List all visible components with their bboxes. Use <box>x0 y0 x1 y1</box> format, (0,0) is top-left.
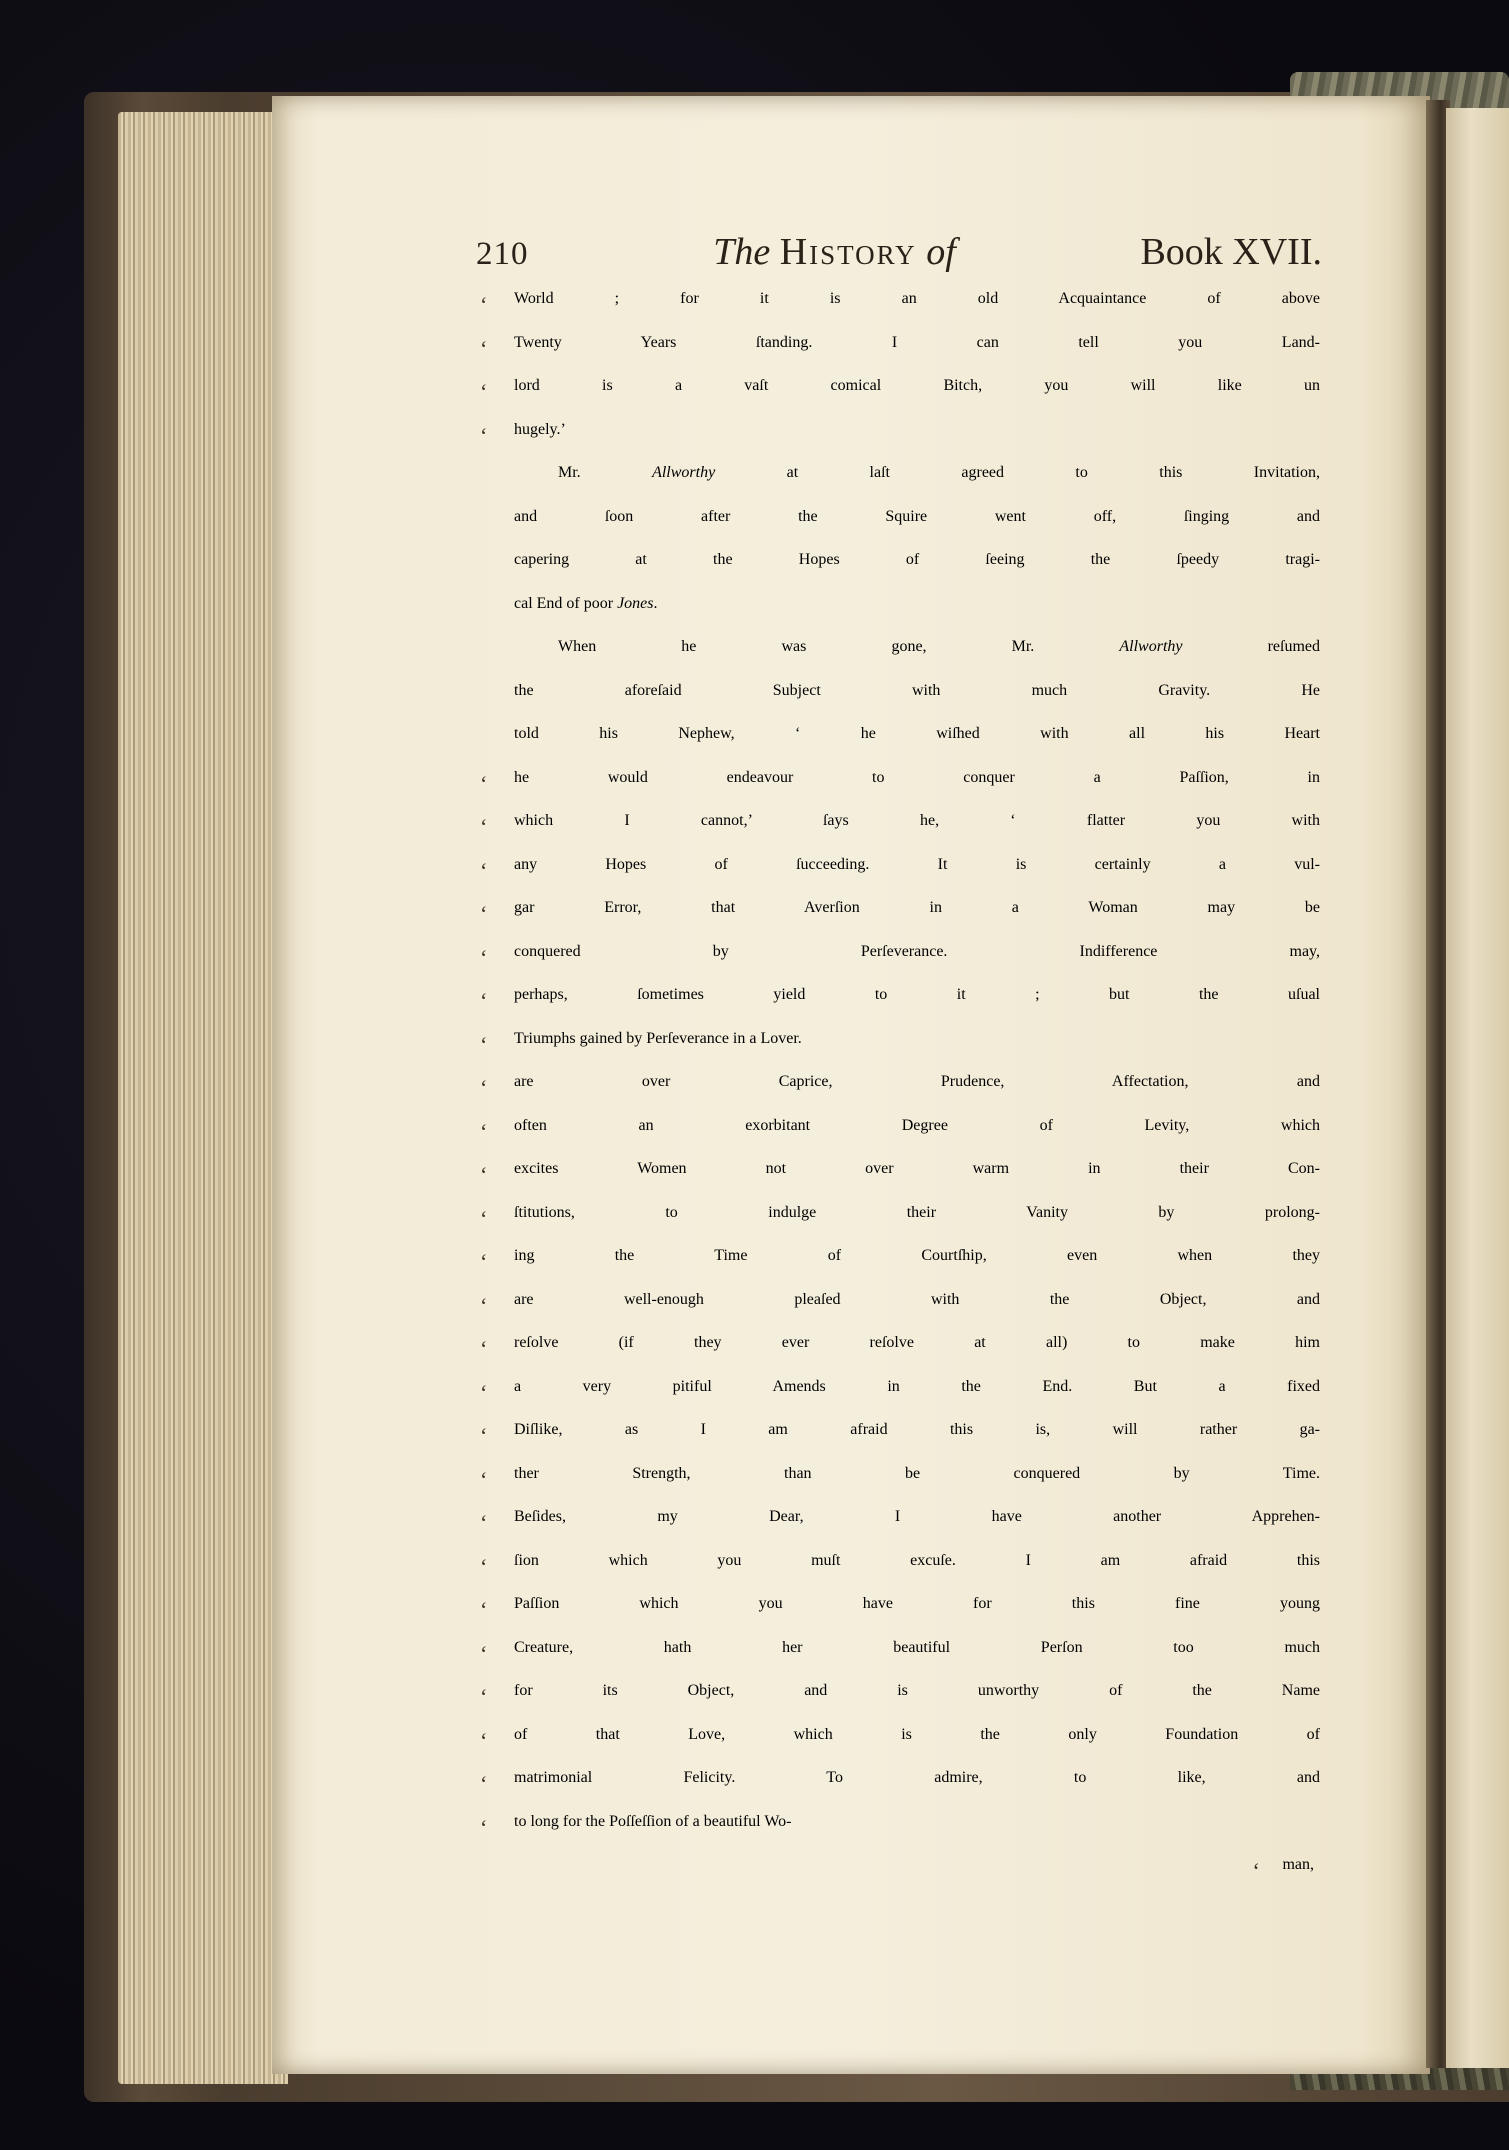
line-text: reſolve (if they ever reſolve at all) to make him <box>514 1334 1320 1351</box>
italic-name: Jones <box>617 594 654 612</box>
text-line <box>480 1073 1320 1117</box>
italic-name: Allworthy <box>652 464 716 481</box>
line-text: to long for the Poſſeſſion of a beautiful Wo- <box>514 1812 792 1830</box>
line-text <box>514 638 1320 682</box>
line-text: of that Love, which is the only Foundation of <box>514 1725 1320 1743</box>
page-edges <box>118 112 288 2084</box>
text-line <box>480 1247 1320 1291</box>
text-line <box>480 1160 1320 1204</box>
quote-mark: ‘ <box>480 1162 488 1187</box>
quote-mark: ‘ <box>480 814 488 839</box>
line-text: often an exorbitant Degree of Levity, which <box>514 1116 1320 1134</box>
text-line <box>480 725 1320 769</box>
quote-mark <box>480 464 514 508</box>
quote-mark: ‘ <box>480 1553 488 1579</box>
quote-mark: ‘ <box>480 1510 488 1535</box>
quote-mark: ‘ <box>480 1292 488 1318</box>
running-title-main: History <box>779 231 917 273</box>
text-line <box>480 856 1320 900</box>
text-line <box>480 551 1320 595</box>
quote-mark: ‘ <box>480 1423 488 1448</box>
quote-mark: ‘ <box>480 1336 488 1361</box>
line-text: Twenty Years ſtanding. I can tell you Land- <box>514 333 1320 351</box>
line-text: ſtitutions, to indulge their Vanity by prolong- <box>514 1203 1320 1221</box>
text-line <box>480 899 1320 943</box>
line-text-pre: cal End of poor <box>514 594 618 612</box>
line-text: hugely.’ <box>514 420 566 438</box>
quote-mark: ‘ <box>480 1249 488 1274</box>
text-line <box>480 464 1320 508</box>
line-text-post: at laſt agreed to this Invitation, <box>715 464 1321 481</box>
line-text: are over Caprice, Prudence, Affectation, and <box>514 1073 1320 1090</box>
text-line <box>480 1030 1320 1074</box>
quote-mark: ‘ <box>480 1031 488 1057</box>
quote-mark <box>480 682 514 726</box>
line-text: and ſoon after the Squire went off, ſinging and <box>514 507 1320 525</box>
text-line <box>480 682 1320 726</box>
quote-mark: ‘ <box>480 335 488 361</box>
line-text-pre: Mr. <box>558 464 653 481</box>
line-text: the aforeſaid Subject with much Gravity. He <box>514 681 1320 699</box>
text-line <box>480 1726 1320 1770</box>
quote-mark: ‘ <box>480 1640 488 1666</box>
running-title <box>713 230 956 274</box>
quote-mark: ‘ <box>480 379 488 404</box>
quote-mark <box>480 638 514 682</box>
running-title-prefix: The <box>713 231 771 273</box>
line-text-post: . <box>653 594 658 612</box>
italic-name: Allworthy <box>1119 638 1183 655</box>
page-text <box>480 290 1320 1900</box>
text-line <box>480 1334 1320 1378</box>
text-line <box>480 290 1320 334</box>
line-text <box>514 464 1320 508</box>
quote-mark: ‘ <box>480 1205 488 1231</box>
quote-mark <box>480 595 514 639</box>
line-text: matrimonial Felicity. To admire, to like, and <box>514 1769 1320 1786</box>
quote-mark: ‘ <box>480 1597 488 1622</box>
text-line <box>480 1291 1320 1335</box>
line-text: ther Strength, than be conquered by Time. <box>514 1464 1320 1482</box>
text-line <box>480 1769 1320 1813</box>
text-line <box>480 986 1320 1030</box>
text-line <box>480 1465 1320 1509</box>
running-title-suffix: of <box>926 231 956 273</box>
text-line <box>480 1378 1320 1422</box>
line-text: are well-enough pleaſed with the Object, and <box>514 1290 1320 1308</box>
quote-mark: ‘ <box>480 901 488 926</box>
quote-mark: ‘ <box>480 1814 488 1840</box>
line-text: a very pitiful Amends in the End. But a fixed <box>514 1377 1320 1395</box>
text-line <box>480 943 1320 987</box>
catchword <box>480 1856 1320 1900</box>
quote-mark: ‘ <box>480 1379 488 1405</box>
quote-mark: ‘ <box>480 988 488 1013</box>
text-line <box>480 334 1320 378</box>
quote-mark <box>480 725 514 769</box>
line-text: Creature, hath her beautiful Perſon too much <box>514 1638 1320 1656</box>
line-text: for its Object, and is unworthy of the Name <box>514 1682 1320 1699</box>
line-text: he would endeavour to conquer a Paſſion, in <box>514 768 1320 786</box>
quote-mark: ‘ <box>480 944 488 970</box>
text-line <box>480 1421 1320 1465</box>
text-line <box>480 1552 1320 1596</box>
book-number: Book XVII. <box>1140 231 1322 273</box>
quote-mark: ‘ <box>1252 1858 1260 1883</box>
quote-mark: ‘ <box>480 422 488 448</box>
text-line <box>480 421 1320 465</box>
line-text: ing the Time of Courtſhip, even when they <box>514 1247 1320 1264</box>
line-text: Beſides, my Dear, I have another Apprehen- <box>514 1508 1320 1525</box>
quote-mark <box>480 551 514 595</box>
text-line <box>480 638 1320 682</box>
line-text: told his Nephew, ‘ he wiſhed with all his Heart <box>514 725 1320 742</box>
line-text: excites Women not over warm in their Con- <box>514 1160 1320 1177</box>
text-line <box>480 812 1320 856</box>
line-text: lord is a vaſt comical Bitch, you will like un <box>514 377 1320 394</box>
catchword-text: man, <box>1282 1856 1314 1873</box>
line-text: Paſſion which you have for this fine young <box>514 1595 1320 1612</box>
line-text-pre: When he was gone, Mr. <box>558 638 1120 655</box>
text-line <box>480 1639 1320 1683</box>
line-text <box>514 595 1320 639</box>
quote-mark: ‘ <box>480 857 488 883</box>
text-line <box>480 1117 1320 1161</box>
line-text: gar Error, that Averſion in a Woman may be <box>514 899 1320 916</box>
text-line <box>480 377 1320 421</box>
text-line <box>480 769 1320 813</box>
text-line <box>480 1204 1320 1248</box>
text-line <box>480 1813 1320 1857</box>
line-text: Diſlike, as I am afraid this is, will rather ga- <box>514 1421 1320 1438</box>
quote-mark <box>480 508 514 552</box>
quote-mark: ‘ <box>480 1684 488 1709</box>
page-number: 210 <box>476 236 529 272</box>
quote-mark: ‘ <box>480 1727 488 1753</box>
line-text: World ; for it is an old Acquaintance of above <box>514 290 1320 307</box>
text-line <box>480 1508 1320 1552</box>
quote-mark: ‘ <box>480 292 488 317</box>
line-text: conquered by Perſeverance. Indifference may, <box>514 942 1320 960</box>
running-header <box>476 230 1322 282</box>
text-line <box>480 508 1320 552</box>
text-line <box>480 595 1320 639</box>
text-line <box>480 1595 1320 1639</box>
line-text: Triumphs gained by Perſeverance in a Lover. <box>514 1029 802 1047</box>
line-text: any Hopes of ſucceeding. It is certainly a vul- <box>514 855 1320 873</box>
line-text: capering at the Hopes of ſeeing the ſpeedy tragi- <box>514 551 1320 568</box>
quote-mark: ‘ <box>480 1771 488 1796</box>
facing-page-edge <box>1446 108 1509 2068</box>
quote-mark: ‘ <box>480 770 488 796</box>
text-line <box>480 1682 1320 1726</box>
line-text: perhaps, ſometimes yield to it ; but the uſual <box>514 986 1320 1003</box>
line-text: which I cannot,’ ſays he, ‘ flatter you with <box>514 812 1320 829</box>
line-text: ſion which you muſt excuſe. I am afraid this <box>514 1551 1320 1569</box>
quote-mark: ‘ <box>480 1075 488 1100</box>
line-text-post: reſumed <box>1182 638 1321 655</box>
quote-mark: ‘ <box>480 1118 488 1144</box>
quote-mark: ‘ <box>480 1466 488 1492</box>
